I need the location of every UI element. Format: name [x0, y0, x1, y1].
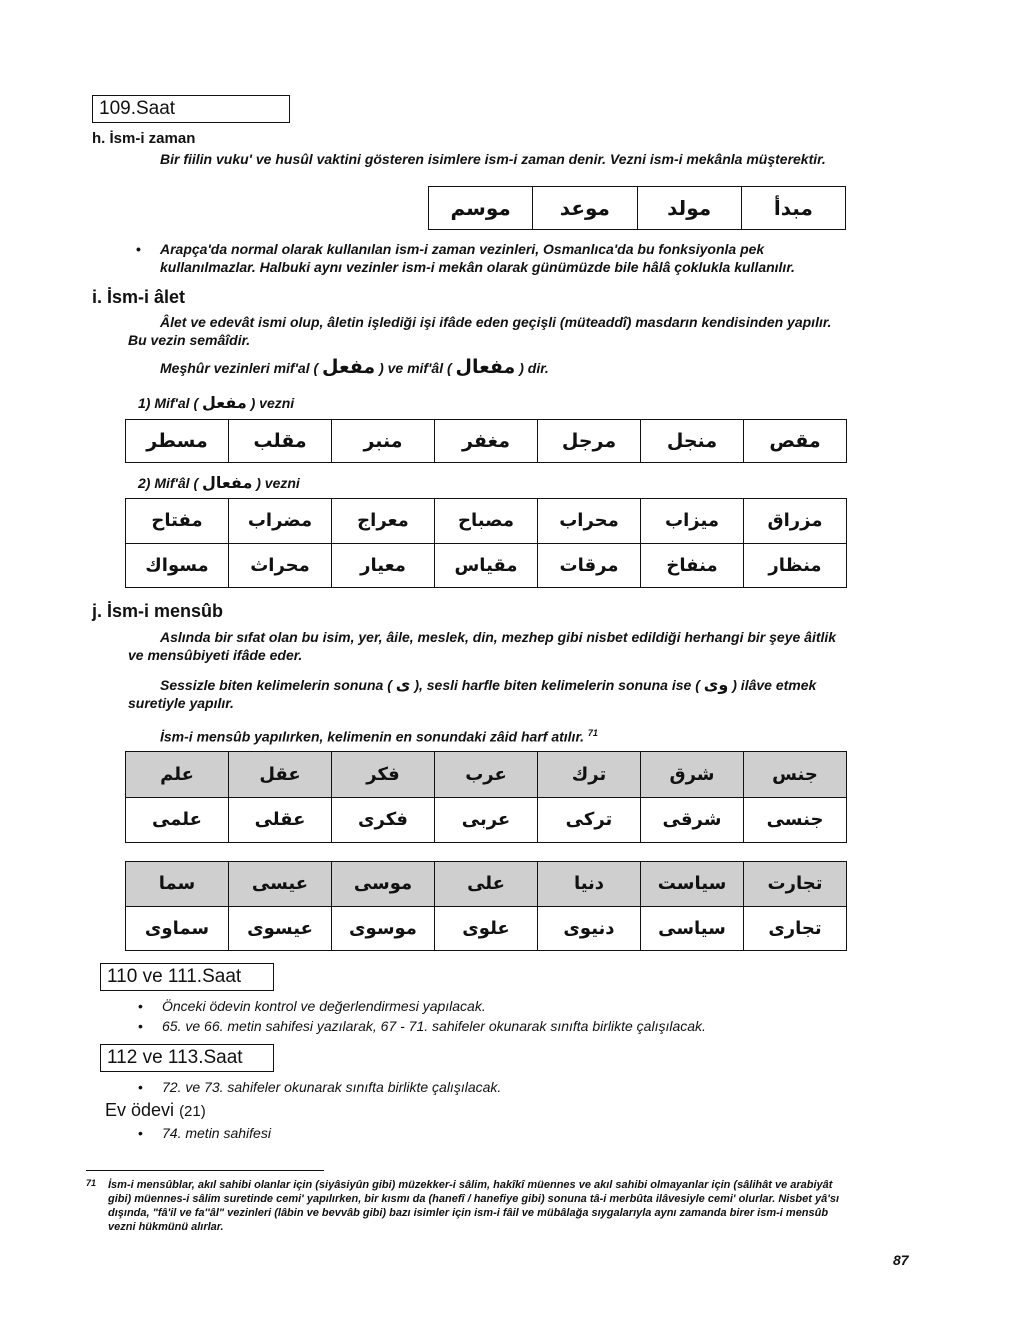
ism-i-alet-definition: Âlet ve edevât ismi olup, âletin işlediği işi ifâde eden geçişli (müteaddî) masdarın kendisinden yapılır. Bu vezin semâîdir. [128, 314, 832, 348]
subheading-mifal [138, 394, 538, 412]
footnote-marker: 71 [86, 1178, 97, 1188]
rule-arabic-ya: ى [395, 675, 411, 694]
section-110-bullet-text: Önceki ödevin kontrol ve değerlendirmesi yapılacak. [162, 998, 486, 1014]
arabic-word-cell: جنسى [744, 797, 847, 843]
ism-i-mensub-rule [128, 676, 848, 712]
arabic-word-cell: على [435, 862, 538, 907]
footnote-text: İsm-i mensûblar, akıl sahibi olanlar için (siyâsiyûn gibi) müzekker-i sâlim, hakîkî müennes ve akıl sahibi olmayanlar için (sâlihât ve arabiyât gibi) müennes-i sâlim suretinde cemi' yapılırken, bir kısmı da (hanefî / hanefiye gibi) sonuna tâ-i merbûta ilâvesiyle cemi' olurlar. Nisbet yâ'sı dışında, "fâ'il ve fa''âl" vezinleri (lâbin ve bevvâb gibi) bazı isimler için ism-i fâil ve mübâlağa sıygalarıyla aynı zamanda birer ism-i mensûb vezni hükmünü alırlar. [108, 1179, 840, 1233]
arabic-word-cell: مبدأ [741, 187, 845, 230]
mensub-table-1 [125, 751, 847, 843]
subheading-mifaal [138, 474, 538, 492]
arabic-word-cell: مسواك [126, 543, 229, 588]
table-row [429, 187, 846, 230]
arabic-word-cell: دنیا [538, 862, 641, 907]
arabic-word-cell: مرقات [538, 543, 641, 588]
arabic-word-cell: مفتاح [126, 499, 229, 544]
arabic-word-cell: شرقى [641, 797, 744, 843]
homework-count: (21) [179, 1103, 206, 1120]
ism-i-alet-patterns [160, 358, 850, 377]
arabic-word-cell: سیاسى [641, 906, 744, 951]
section-110-bullet-text: 65. ve 66. metin sahifesi yazılarak, 67 - 71. sahifeler okunarak sınıfta birlikte çalışılacak. [162, 1018, 706, 1034]
table-row [126, 499, 847, 544]
heading-ism-i-zaman: h. İsm-i zaman [92, 130, 196, 147]
subheading-mifal-text-2: ) vezni [250, 395, 295, 411]
table-row [126, 797, 847, 843]
arabic-word-cell: تركى [538, 797, 641, 843]
table-row [126, 862, 847, 907]
homework-title: Ev ödevi [105, 1100, 175, 1120]
arabic-word-cell: عرب [435, 752, 538, 798]
arabic-word-cell: جنس [744, 752, 847, 798]
section-110-title: 110 ve 111.Saat [100, 963, 274, 991]
arabic-word-cell: تجارت [744, 862, 847, 907]
footnote-ref: 71 [587, 728, 598, 738]
arabic-word-cell: مرجل [538, 420, 641, 463]
section-110-bullet [138, 1017, 842, 1035]
section-112-bullet-text: 72. ve 73. sahifeler okunarak sınıfta birlikte çalışılacak. [162, 1079, 502, 1095]
section-109-title: 109.Saat [92, 95, 290, 123]
table-row [126, 906, 847, 951]
arabic-word-cell: عیسى [229, 862, 332, 907]
arabic-word-cell: محراب [538, 499, 641, 544]
section-110-bullet [138, 997, 842, 1015]
arabic-word-cell: سما [126, 862, 229, 907]
arabic-word-cell: موسم [429, 187, 533, 230]
arabic-word-cell: شرق [641, 752, 744, 798]
arabic-word-cell: منظار [744, 543, 847, 588]
table-row [126, 752, 847, 798]
arabic-word-cell: عربى [435, 797, 538, 843]
arabic-word-cell: مقلب [229, 420, 332, 463]
mensub-table-2 [125, 861, 847, 951]
arabic-word-cell: مغفر [435, 420, 538, 463]
arabic-word-cell: مسطر [126, 420, 229, 463]
arabic-word-cell: فكرى [332, 797, 435, 843]
subheading-mifal-arabic: مفعل [202, 393, 247, 412]
arabic-word-cell: دنیوى [538, 906, 641, 951]
homework-bullet [138, 1124, 842, 1142]
arabic-word-cell: منفاخ [641, 543, 744, 588]
mifal-table [125, 419, 847, 463]
ism-i-zaman-note [136, 240, 848, 276]
patterns-text-3: ) dir. [519, 360, 549, 376]
subheading-mifaal-arabic: مفعال [202, 473, 253, 492]
arabic-word-cell: ترك [538, 752, 641, 798]
arabic-word-cell: فكر [332, 752, 435, 798]
subheading-mifaal-text-2: ) vezni [256, 475, 300, 491]
rule-text-2: ), sesli harfle biten kelimelerin sonuna ise ( [414, 677, 700, 693]
rule-arabic-vi: وى [703, 675, 729, 694]
section-112-bullet [138, 1078, 842, 1096]
arabic-word-cell: مزراق [744, 499, 847, 544]
arabic-word-cell: علم [126, 752, 229, 798]
bullet-dot: • [138, 1125, 143, 1141]
arabic-word-cell: میزاب [641, 499, 744, 544]
arabic-word-cell: تجارى [744, 906, 847, 951]
rule-text-1: Sessizle biten kelimelerin sonuna ( [160, 677, 392, 693]
section-112-title: 112 ve 113.Saat [100, 1044, 274, 1072]
arabic-word-cell: معیار [332, 543, 435, 588]
arabic-word-cell: سیاست [641, 862, 744, 907]
arabic-word-cell: مقیاس [435, 543, 538, 588]
arabic-word-cell: موسى [332, 862, 435, 907]
heading-ism-i-mensub: j. İsm-i mensûb [92, 601, 224, 621]
ism-i-zaman-note-text: Arapça'da normal olarak kullanılan ism-i zaman vezinleri, Osmanlıca'da bu fonksiyonla pek kullanılmazlar. Halbuki aynı vezinler ism-i mekân olarak günümüzde bile hâlâ çoklukla kullanılır. [160, 241, 795, 275]
arabic-word-cell: علمى [126, 797, 229, 843]
arabic-word-cell: منبر [332, 420, 435, 463]
subheading-mifal-text-1: 1) Mif'al ( [138, 395, 199, 411]
arabic-word-cell: مصباح [435, 499, 538, 544]
subheading-mifaal-text-1: 2) Mif'âl ( [138, 475, 199, 491]
patterns-text-2: ) ve mif'âl ( [379, 360, 452, 376]
arabic-word-cell: عیسوى [229, 906, 332, 951]
footnote-divider [86, 1170, 324, 1171]
bullet-dot: • [136, 241, 141, 257]
homework-bullet-text: 74. metin sahifesi [162, 1125, 271, 1141]
arabic-word-cell: موعد [533, 187, 637, 230]
table-row [126, 420, 847, 463]
bullet-dot: • [138, 1018, 143, 1034]
pattern-mifal-arabic: مفعل [322, 356, 376, 378]
ism-i-zaman-table [428, 186, 846, 230]
heading-ism-i-alet: i. İsm-i âlet [92, 287, 186, 307]
rule-text-3: ) ilâve etmek suretiyle yapılır. [128, 677, 817, 711]
ism-i-mensub-note [160, 724, 850, 746]
arabic-word-cell: محراث [229, 543, 332, 588]
arabic-word-cell: منجل [641, 420, 744, 463]
bullet-dot: • [138, 998, 143, 1014]
arabic-word-cell: موسوى [332, 906, 435, 951]
patterns-text-1: Meşhûr vezinleri mif'al ( [160, 360, 319, 376]
arabic-word-cell: معراج [332, 499, 435, 544]
table-row [126, 543, 847, 588]
arabic-word-cell: مضراب [229, 499, 332, 544]
arabic-word-cell: سماوى [126, 906, 229, 951]
pattern-mifaal-arabic: مفعال [455, 356, 516, 378]
page-number: 87 [893, 1252, 909, 1268]
arabic-word-cell: علوى [435, 906, 538, 951]
mifaal-table [125, 498, 847, 588]
homework-heading [105, 1100, 206, 1121]
bullet-dot: • [138, 1079, 143, 1095]
arabic-word-cell: عقل [229, 752, 332, 798]
arabic-word-cell: مولد [637, 187, 741, 230]
ism-i-zaman-definition: Bir fiilin vuku' ve husûl vaktini gösteren isimlere ism-i zaman denir. Vezni ism-i mekânla müşterektir. [160, 151, 826, 167]
arabic-word-cell: عقلى [229, 797, 332, 843]
ism-i-mensub-definition: Aslında bir sıfat olan bu isim, yer, âile, meslek, din, mezhep gibi nisbet edildiği herhangi bir şeye âitlik ve mensûbiyeti ifâde eder. [128, 629, 837, 663]
arabic-word-cell: مقص [744, 420, 847, 463]
note-text: İsm-i mensûb yapılırken, kelimenin en sonundaki zâid harf atılır. [160, 728, 585, 745]
